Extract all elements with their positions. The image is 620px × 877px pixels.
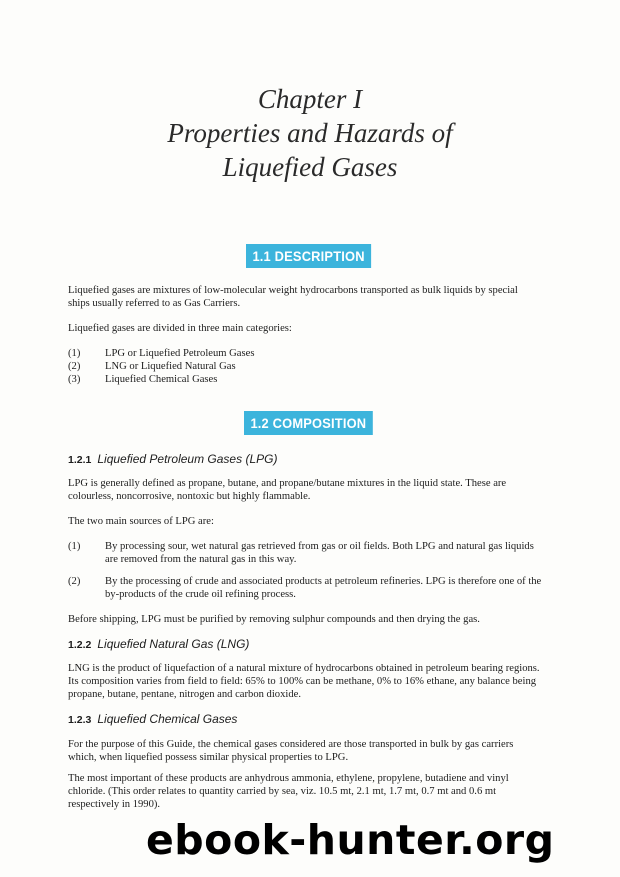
paragraph-chemical-gases: For the purpose of this Guide, the chemical gases considered are those transported in bulk by gas carriers which, when liquefied possess similar physical properties to LPG. xyxy=(68,739,514,763)
subsection-number: 1.2.3 xyxy=(68,714,92,726)
paragraph-lpg-purification: Before shipping, LPG must be purified by removing sulphur compounds and then drying the gas. xyxy=(68,614,480,625)
subsection-heading-lpg xyxy=(68,452,277,467)
paragraph-chemical-products: The most important of these products are anhydrous ammonia, ethylene, propylene, butadiene and vinyl chloride. (This order relates to quantity carried by sea, viz. 10.5 mt, 2.1 mt, 1.7 mt, 0.7 mt and 0.6 mt respectively in 1990). xyxy=(68,773,509,810)
subsection-heading-lng xyxy=(68,637,249,652)
watermark: ebook-hunter.org xyxy=(146,816,555,864)
chapter-number: Chapter I xyxy=(257,84,363,114)
section-heading-composition: 1.2 COMPOSITION xyxy=(244,411,373,435)
list-item-number: (1) xyxy=(68,348,81,359)
subsection-title: Liquefied Petroleum Gases (LPG) xyxy=(97,452,278,466)
subsection-number: 1.2.1 xyxy=(68,454,92,466)
chapter-title-line-2: Liquefied Gases xyxy=(222,152,398,182)
list-item-text: By processing sour, wet natural gas retrieved from gas or oil fields. Both LPG and natural gas liquids are removed from the natural gas in this way. xyxy=(105,541,534,565)
chapter-title-line-1: Properties and Hazards of xyxy=(167,118,453,148)
subsection-heading-chemical xyxy=(68,712,237,727)
paragraph-intro: Liquefied gases are mixtures of low-molecular weight hydrocarbons transported as bulk liquids by special ships usually referred to as Gas Carriers. xyxy=(68,285,518,309)
paragraph-lpg-sources-intro: The two main sources of LPG are: xyxy=(68,516,214,527)
paragraph-categories-intro: Liquefied gases are divided in three main categories: xyxy=(68,323,292,334)
list-item-number: (1) xyxy=(68,541,81,552)
list-item-number: (2) xyxy=(68,361,81,372)
list-item-text: By the processing of crude and associated products at petroleum refineries. LPG is therefore one of the by-products of the crude oil refining process. xyxy=(105,576,542,600)
list-item-number: (2) xyxy=(68,576,81,587)
subsection-title: Liquefied Natural Gas (LNG) xyxy=(97,637,250,651)
subsection-title: Liquefied Chemical Gases xyxy=(97,712,238,726)
list-item-text: LPG or Liquefied Petroleum Gases xyxy=(105,348,255,359)
list-item-text: LNG or Liquefied Natural Gas xyxy=(105,361,236,372)
paragraph-lng: LNG is the product of liquefaction of a natural mixture of hydrocarbons obtained in petroleum bearing regions. Its composition varies from field to field: 65% to 100% can be methane, 0% to 16% ethane, any balance being propane, butane, pentane, nitrogen and carbon dioxide. xyxy=(68,663,540,700)
list-item-number: (3) xyxy=(68,374,81,385)
section-heading-description: 1.1 DESCRIPTION xyxy=(246,244,371,268)
chapter-title xyxy=(0,82,620,184)
paragraph-lpg-definition: LPG is generally defined as propane, butane, and propane/butane mixtures in the liquid state. These are colourless, noncorrosive, nontoxic but highly flammable. xyxy=(68,478,507,502)
list-item-text: Liquefied Chemical Gases xyxy=(105,374,218,385)
subsection-number: 1.2.2 xyxy=(68,639,92,651)
